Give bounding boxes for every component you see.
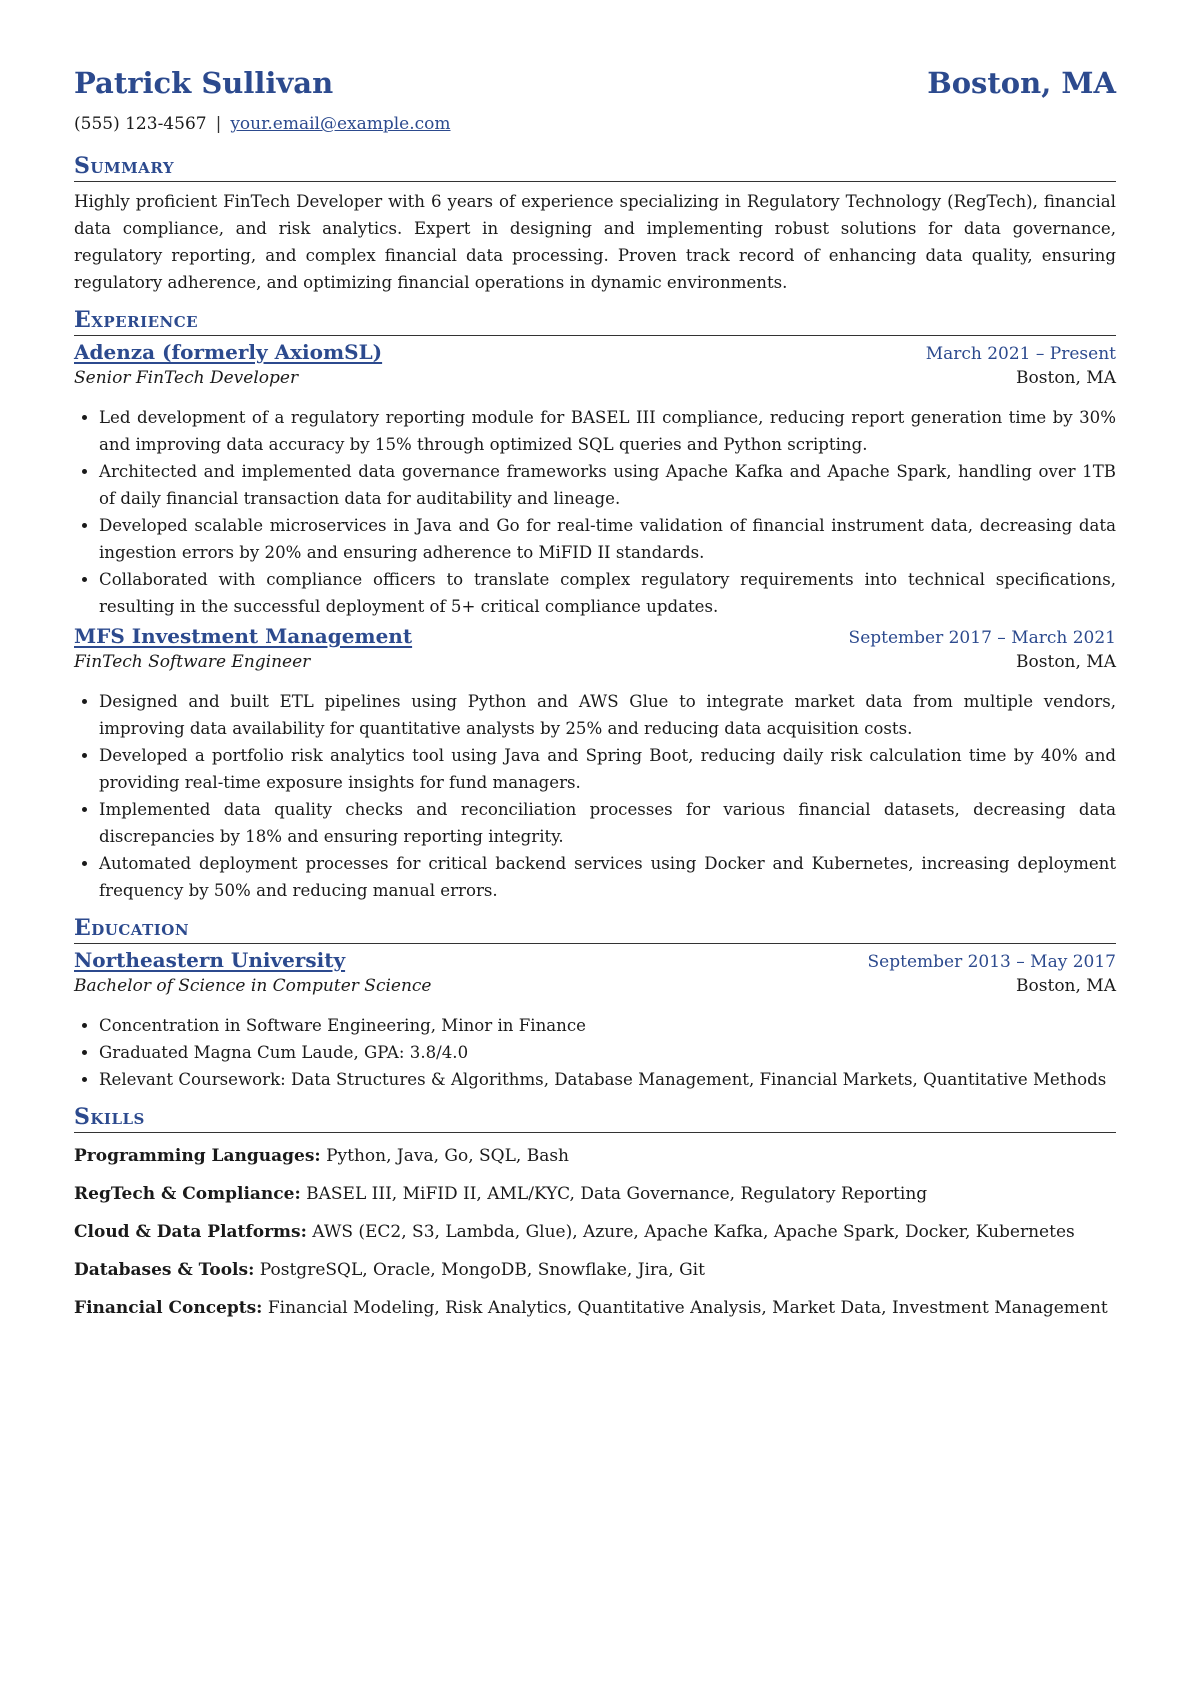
skill-value: AWS (EC2, S3, Lambda, Glue), Azure, Apache Kafka, Apache Spark, Docker, Kubernetes (312, 1222, 1075, 1242)
skills-list (74, 1137, 1116, 1327)
section-title-skills: Skills (74, 1103, 1116, 1133)
list-item: • Collaborated with compliance officers to translate complex regulatory requirements into technical specifications, resulting in the successful deployment of 5+ critical compliance updates. (99, 566, 1116, 620)
school-name[interactable]: Northeastern University (74, 948, 346, 972)
job-location: Boston, MA (1016, 652, 1116, 672)
experience-entry (74, 340, 1116, 620)
job-bullets (74, 688, 1116, 904)
employer-name[interactable]: MFS Investment Management (74, 624, 413, 648)
list-item: • Developed a portfolio risk analytics tool using Java and Spring Boot, reducing daily risk calculation time by 40% and providing real-time exposure insights for fund managers. (99, 742, 1116, 796)
education-bullets (74, 1012, 1116, 1093)
phone-number: (555) 123-4567 (74, 114, 207, 134)
section-title-education: Education (74, 914, 1116, 944)
section-title-experience: Experience (74, 306, 1116, 336)
skill-value: PostgreSQL, Oracle, MongoDB, Snowflake, Jira, Git (259, 1260, 705, 1280)
job-title: Senior FinTech Developer (74, 368, 299, 388)
job-title: FinTech Software Engineer (74, 652, 311, 672)
candidate-location: Boston, MA (927, 66, 1116, 100)
list-item: • Developed scalable microservices in Java and Go for real-time validation of financial instrument data, decreasing data ingestion errors by 20% and ensuring adherence to MiFID II standards. (99, 512, 1116, 566)
list-item: • Graduated Magna Cum Laude, GPA: 3.8/4.0 (99, 1039, 1116, 1066)
skill-label: Programming Languages: (74, 1146, 321, 1166)
summary-text: Highly proficient FinTech Developer with 6 years of experience specializing in Regulatory Technology (RegTech), financial data compliance, and risk analytics. Expert in designing and implementing robust solutions for data governance, regulatory reporting, and complex financial data processing. Proven track record of enhancing data quality, ensuring regulatory adherence, and optimizing financial operations in dynamic environments. (74, 192, 1116, 292)
candidate-name: Patrick Sullivan (74, 66, 334, 100)
list-item: • Concentration in Software Engineering, Minor in Finance (99, 1012, 1116, 1039)
contact-line (74, 114, 1116, 142)
list-item: • Relevant Coursework: Data Structures & Algorithms, Database Management, Financial Markets, Quantitative Methods (99, 1066, 1116, 1093)
list-item: • Implemented data quality checks and reconciliation processes for various financial datasets, decreasing data discrepancies by 18% and ensuring reporting integrity. (99, 796, 1116, 850)
skill-row (74, 1137, 1116, 1175)
skill-label: Cloud & Data Platforms: (74, 1222, 307, 1242)
skill-label: Financial Concepts: (74, 1298, 263, 1318)
skill-row (74, 1289, 1116, 1327)
school-location: Boston, MA (1016, 976, 1116, 996)
list-item: • Designed and built ETL pipelines using Python and AWS Glue to integrate market data from multiple vendors, improving data availability for quantitative analysts by 25% and reducing data acquisition costs. (99, 688, 1116, 742)
skill-value: Python, Java, Go, SQL, Bash (326, 1146, 570, 1166)
education-entry (74, 948, 1116, 1093)
experience-entry (74, 624, 1116, 904)
skill-label: Databases & Tools: (74, 1260, 255, 1280)
education-dates: September 2013 – May 2017 (867, 952, 1116, 972)
contact-separator: | (215, 114, 222, 134)
email-link[interactable]: your.email@example.com (230, 114, 451, 134)
skill-value: BASEL III, MiFID II, AML/KYC, Data Governance, Regulatory Reporting (306, 1184, 928, 1204)
skill-row (74, 1251, 1116, 1289)
employment-dates: March 2021 – Present (925, 344, 1116, 364)
skill-row (74, 1175, 1116, 1213)
resume-header (74, 66, 1116, 106)
job-location: Boston, MA (1016, 368, 1116, 388)
section-title-summary: Summary (74, 152, 1116, 182)
job-bullets (74, 404, 1116, 620)
list-item: • Led development of a regulatory reporting module for BASEL III compliance, reducing report generation time by 30% and improving data accuracy by 15% through optimized SQL queries and Python scripting. (99, 404, 1116, 458)
skill-row (74, 1213, 1116, 1251)
list-item: • Automated deployment processes for critical backend services using Docker and Kubernetes, increasing deployment frequency by 50% and reducing manual errors. (99, 850, 1116, 904)
list-item: • Architected and implemented data governance frameworks using Apache Kafka and Apache Spark, handling over 1TB of daily financial transaction data for auditability and lineage. (99, 458, 1116, 512)
skill-label: RegTech & Compliance: (74, 1184, 301, 1204)
degree-title: Bachelor of Science in Computer Science (74, 976, 432, 996)
employment-dates: September 2017 – March 2021 (848, 628, 1116, 648)
skill-value: Financial Modeling, Risk Analytics, Quantitative Analysis, Market Data, Investment Management (267, 1298, 1108, 1318)
employer-name[interactable]: Adenza (formerly AxiomSL) (74, 340, 383, 364)
